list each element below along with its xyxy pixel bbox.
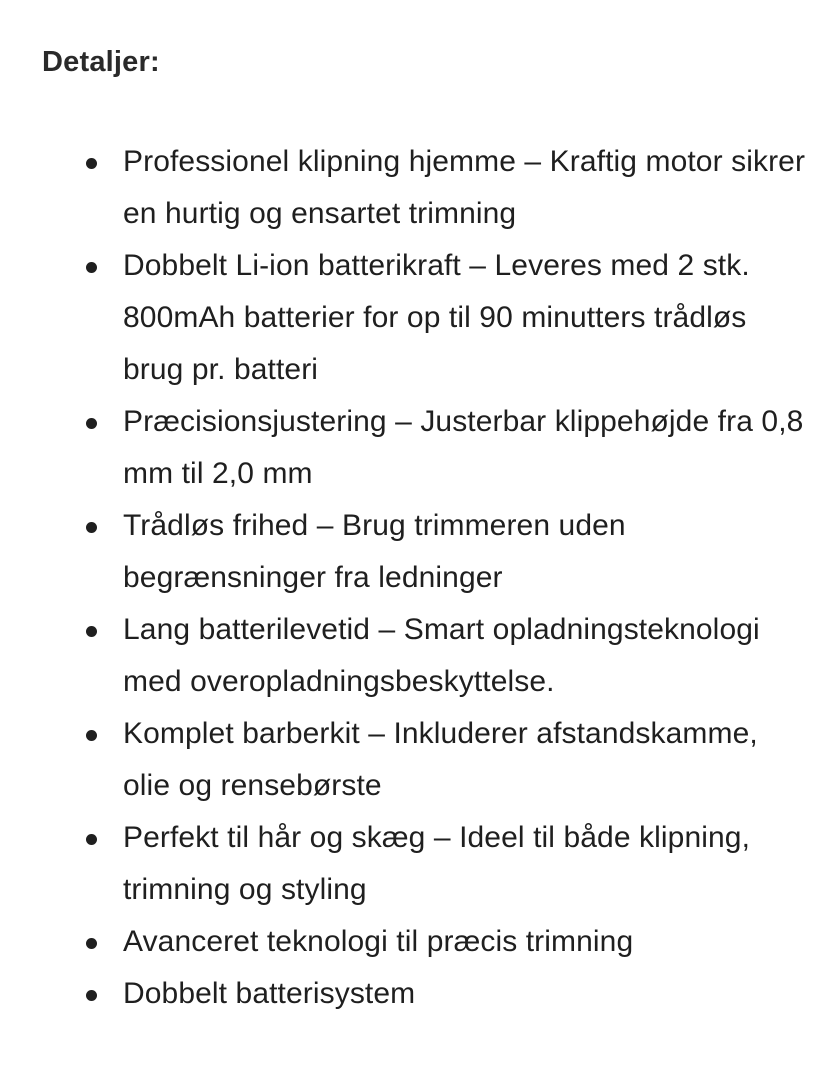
details-heading: Detaljer: <box>42 46 160 78</box>
bullet-icon <box>86 834 97 845</box>
bullet-icon <box>86 730 97 741</box>
bullet-icon <box>86 418 97 429</box>
bullet-icon <box>86 938 97 949</box>
list-item <box>42 500 812 604</box>
list-item-text: Dobbelt Li-ion batterikraft – Leveres med 2 stk. 800mAh batterier for op til 90 minutters trådløs brug pr. batteri <box>123 249 750 386</box>
bullet-icon <box>86 522 97 533</box>
list-item <box>42 708 812 812</box>
details-section <box>42 40 812 1020</box>
list-item <box>42 968 812 1020</box>
list-item-text: Perfekt til hår og skæg – Ideel til både klipning, trimning og styling <box>123 821 751 906</box>
list-item <box>42 240 812 396</box>
bullet-icon <box>86 990 97 1001</box>
list-item <box>42 136 812 240</box>
list-item <box>42 916 812 968</box>
list-item-text: Trådløs frihed – Brug trimmeren uden begrænsninger fra ledninger <box>123 509 626 594</box>
list-item-text: Avanceret teknologi til præcis trimning <box>123 925 634 958</box>
list-item-text: Præcisionsjustering – Justerbar klippehøjde fra 0,8 mm til 2,0 mm <box>123 405 804 490</box>
list-item-text: Lang batterilevetid – Smart opladningsteknologi med overopladningsbeskyttelse. <box>123 613 760 698</box>
list-item <box>42 812 812 916</box>
list-item <box>42 396 812 500</box>
list-item-text: Komplet barberkit – Inkluderer afstandskamme, olie og rensebørste <box>123 717 758 802</box>
bullet-icon <box>86 626 97 637</box>
bullet-icon <box>86 262 97 273</box>
details-list <box>42 136 812 1020</box>
list-item-text: Professionel klipning hjemme – Kraftig motor sikrer en hurtig og ensartet trimning <box>123 145 806 230</box>
list-item <box>42 604 812 708</box>
bullet-icon <box>86 158 97 169</box>
list-item-text: Dobbelt batterisystem <box>123 977 416 1010</box>
